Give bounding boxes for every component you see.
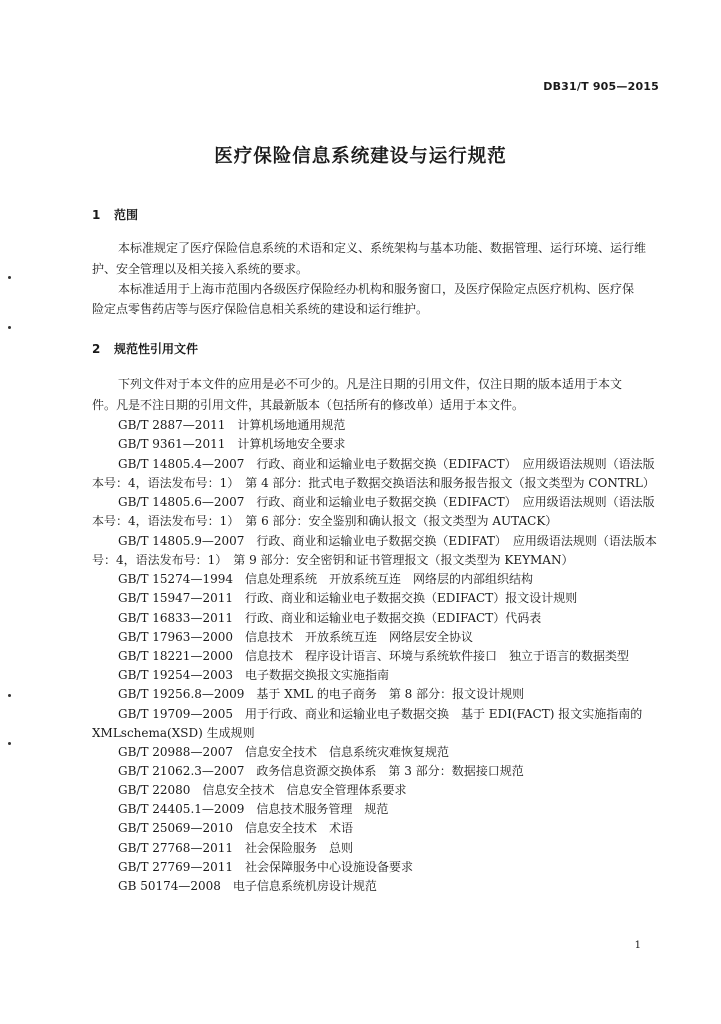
reference-item: GB/T 9361—2011 计算机场地安全要求	[118, 437, 346, 451]
reference-item: GB/T 14805.9—2007 行政、商业和运输业电子数据交换（EDIFAT） 应用级语法规则（语法版本	[118, 534, 657, 548]
reference-item: GB/T 19254—2003 电子数据交换报文实施指南	[118, 668, 389, 682]
paragraph-line: 护、安全管理以及相关接入系统的要求。	[92, 262, 309, 276]
section-heading-references	[92, 340, 198, 357]
section-number: 2	[92, 342, 101, 356]
reference-item: GB/T 17963—2000 信息技术 开放系统互连 网络层安全协议	[118, 630, 473, 644]
doc-code: DB31/T 905—2015	[543, 80, 659, 93]
reference-item: GB/T 15274—1994 信息处理系统 开放系统互连 网络层的内部组织结构	[118, 572, 533, 586]
section-title: 规范性引用文件	[114, 342, 199, 356]
doc-title: 医疗保险信息系统建设与运行规范	[214, 146, 507, 167]
reference-item: GB/T 20988—2007 信息安全技术 信息系统灾难恢复规范	[118, 745, 449, 759]
reference-continuation: 号：4，语法发布号：1） 第 9 部分：安全密钥和证书管理报文（报文类型为 KEYMAN）	[92, 553, 574, 567]
scan-speck	[8, 276, 11, 279]
scan-speck	[8, 742, 11, 745]
paragraph-line: 下列文件对于本文件的应用是必不可少的。凡是注日期的引用文件，仅注日期的版本适用于本文	[118, 377, 623, 391]
reference-continuation: 本号：4，语法发布号：1） 第 4 部分：批式电子数据交换语法和服务报告报文（报文类型为 CONTRL）	[92, 476, 655, 490]
reference-item: GB/T 15947—2011 行政、商业和运输业电子数据交换（EDIFACT）报文设计规则	[118, 591, 578, 605]
reference-continuation: XMLschema(XSD) 生成规则	[92, 726, 255, 740]
section-number: 1	[92, 208, 101, 222]
reference-continuation: 本号：4，语法发布号：1） 第 6 部分：安全鉴别和确认报文（报文类型为 AUTACK）	[92, 514, 558, 528]
reference-item: GB/T 27768—2011 社会保险服务 总则	[118, 841, 353, 855]
reference-item: GB/T 2887—2011 计算机场地通用规范	[118, 418, 346, 432]
paragraph-line: 本标准规定了医疗保险信息系统的术语和定义、系统架构与基本功能、数据管理、运行环境、运行维	[118, 241, 647, 255]
reference-item: GB/T 25069—2010 信息安全技术 术语	[118, 821, 353, 835]
paragraph-line: 本标准适用于上海市范围内各级医疗保险经办机构和服务窗口，及医疗保险定点医疗机构、医疗保	[118, 282, 635, 296]
section-heading-scope	[92, 206, 138, 223]
scan-speck	[8, 326, 11, 329]
reference-item: GB/T 18221—2000 信息技术 程序设计语言、环境与系统软件接口 独立于语言的数据类型	[118, 649, 629, 663]
reference-item: GB/T 16833—2011 行政、商业和运输业电子数据交换（EDIFACT）代码表	[118, 611, 542, 625]
reference-item: GB/T 14805.6—2007 行政、商业和运输业电子数据交换（EDIFACT） 应用级语法规则（语法版	[118, 495, 655, 509]
reference-item: GB/T 19709—2005 用于行政、商业和运输业电子数据交换 基于 EDI(FACT) 报文实施指南的	[118, 707, 643, 721]
scan-speck	[8, 694, 11, 697]
reference-item: GB/T 14805.4—2007 行政、商业和运输业电子数据交换（EDIFACT） 应用级语法规则（语法版	[118, 457, 655, 471]
reference-item: GB/T 24405.1—2009 信息技术服务管理 规范	[118, 802, 389, 816]
paragraph-line: 险定点零售药店等与医疗保险信息相关系统的建设和运行维护。	[92, 302, 429, 316]
section-title: 范围	[114, 208, 139, 222]
reference-item: GB/T 19256.8—2009 基于 XML 的电子商务 第 8 部分：报文设计规则	[118, 687, 525, 701]
reference-item: GB/T 22080 信息安全技术 信息安全管理体系要求	[118, 783, 407, 797]
reference-item: GB/T 21062.3—2007 政务信息资源交换体系 第 3 部分：数据接口规范	[118, 764, 524, 778]
paragraph-line: 件。凡是不注日期的引用文件，其最新版本（包括所有的修改单）适用于本文件。	[92, 398, 525, 412]
reference-item: GB/T 27769—2011 社会保障服务中心设施设备要求	[118, 860, 413, 874]
reference-item: GB 50174—2008 电子信息系统机房设计规范	[118, 879, 377, 893]
page-number: 1	[634, 940, 641, 951]
